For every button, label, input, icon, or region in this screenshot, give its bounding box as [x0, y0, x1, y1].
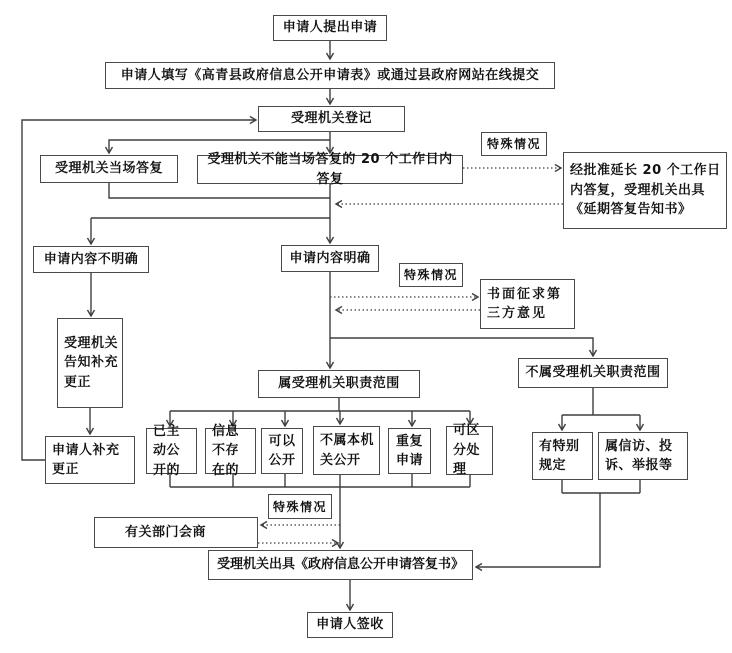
node-outside-authority-scope: 不属受理机关职责范围 — [518, 358, 668, 388]
edge-clear-outscope — [330, 338, 593, 356]
node-department-consultation: 有关部门会商 — [94, 517, 258, 548]
special-case-label-1: 特殊情况 — [481, 132, 547, 156]
edge-outscope-split — [562, 388, 640, 415]
node-fill-application-form: 申请人填写《高青县政府信息公开申请表》或通过县政府网站在线提交 — [105, 62, 555, 89]
special-case-label-2: 特殊情况 — [399, 263, 463, 287]
node-content-clear: 申请内容明确 — [281, 245, 379, 272]
node-applicant-sign-receipt: 申请人签收 — [307, 612, 393, 638]
node-consult-third-party: 书面征求第三方意见 — [480, 279, 575, 329]
node-info-not-exist: 信息不存在的 — [205, 428, 256, 474]
node-applicant-supplement-correction: 申请人补充更正 — [45, 436, 135, 484]
node-extension-notice: 经批准延长 20 个工作日内答复，受理机关出具《延期答复告知书》 — [563, 152, 727, 229]
node-other-authority-disclose: 不属本机关公开 — [313, 426, 380, 475]
node-content-unclear: 申请内容不明确 — [33, 246, 149, 273]
node-reply-within-20-days: 受理机关不能当场答复的 20 个工作日内答复 — [197, 155, 463, 184]
edge-right-bus — [562, 480, 640, 493]
node-petition-complaint-report: 属信访、投诉、举报等 — [598, 432, 688, 480]
node-applicant-submit: 申请人提出申请 — [273, 15, 387, 41]
node-already-disclosed: 已主动公开的 — [146, 428, 197, 474]
node-notify-supplement-correction: 受理机关告知补充更正 — [57, 318, 123, 408]
node-can-disclose: 可以公开 — [261, 428, 303, 474]
node-issue-reply-document: 受理机关出具《政府信息公开申请答复书》 — [208, 550, 473, 580]
node-separable-handling: 可区分处理 — [446, 426, 493, 475]
node-special-provisions: 有特别规定 — [532, 432, 593, 480]
node-accepting-authority-register: 受理机关登记 — [258, 106, 405, 132]
special-case-label-3: 特殊情况 — [268, 494, 332, 519]
node-within-authority-scope: 属受理机关职责范围 — [258, 370, 420, 398]
edge-right-replydoc — [476, 493, 600, 567]
node-onsite-reply: 受理机关当场答复 — [40, 155, 178, 183]
node-repeated-application: 重复申请 — [388, 428, 431, 474]
